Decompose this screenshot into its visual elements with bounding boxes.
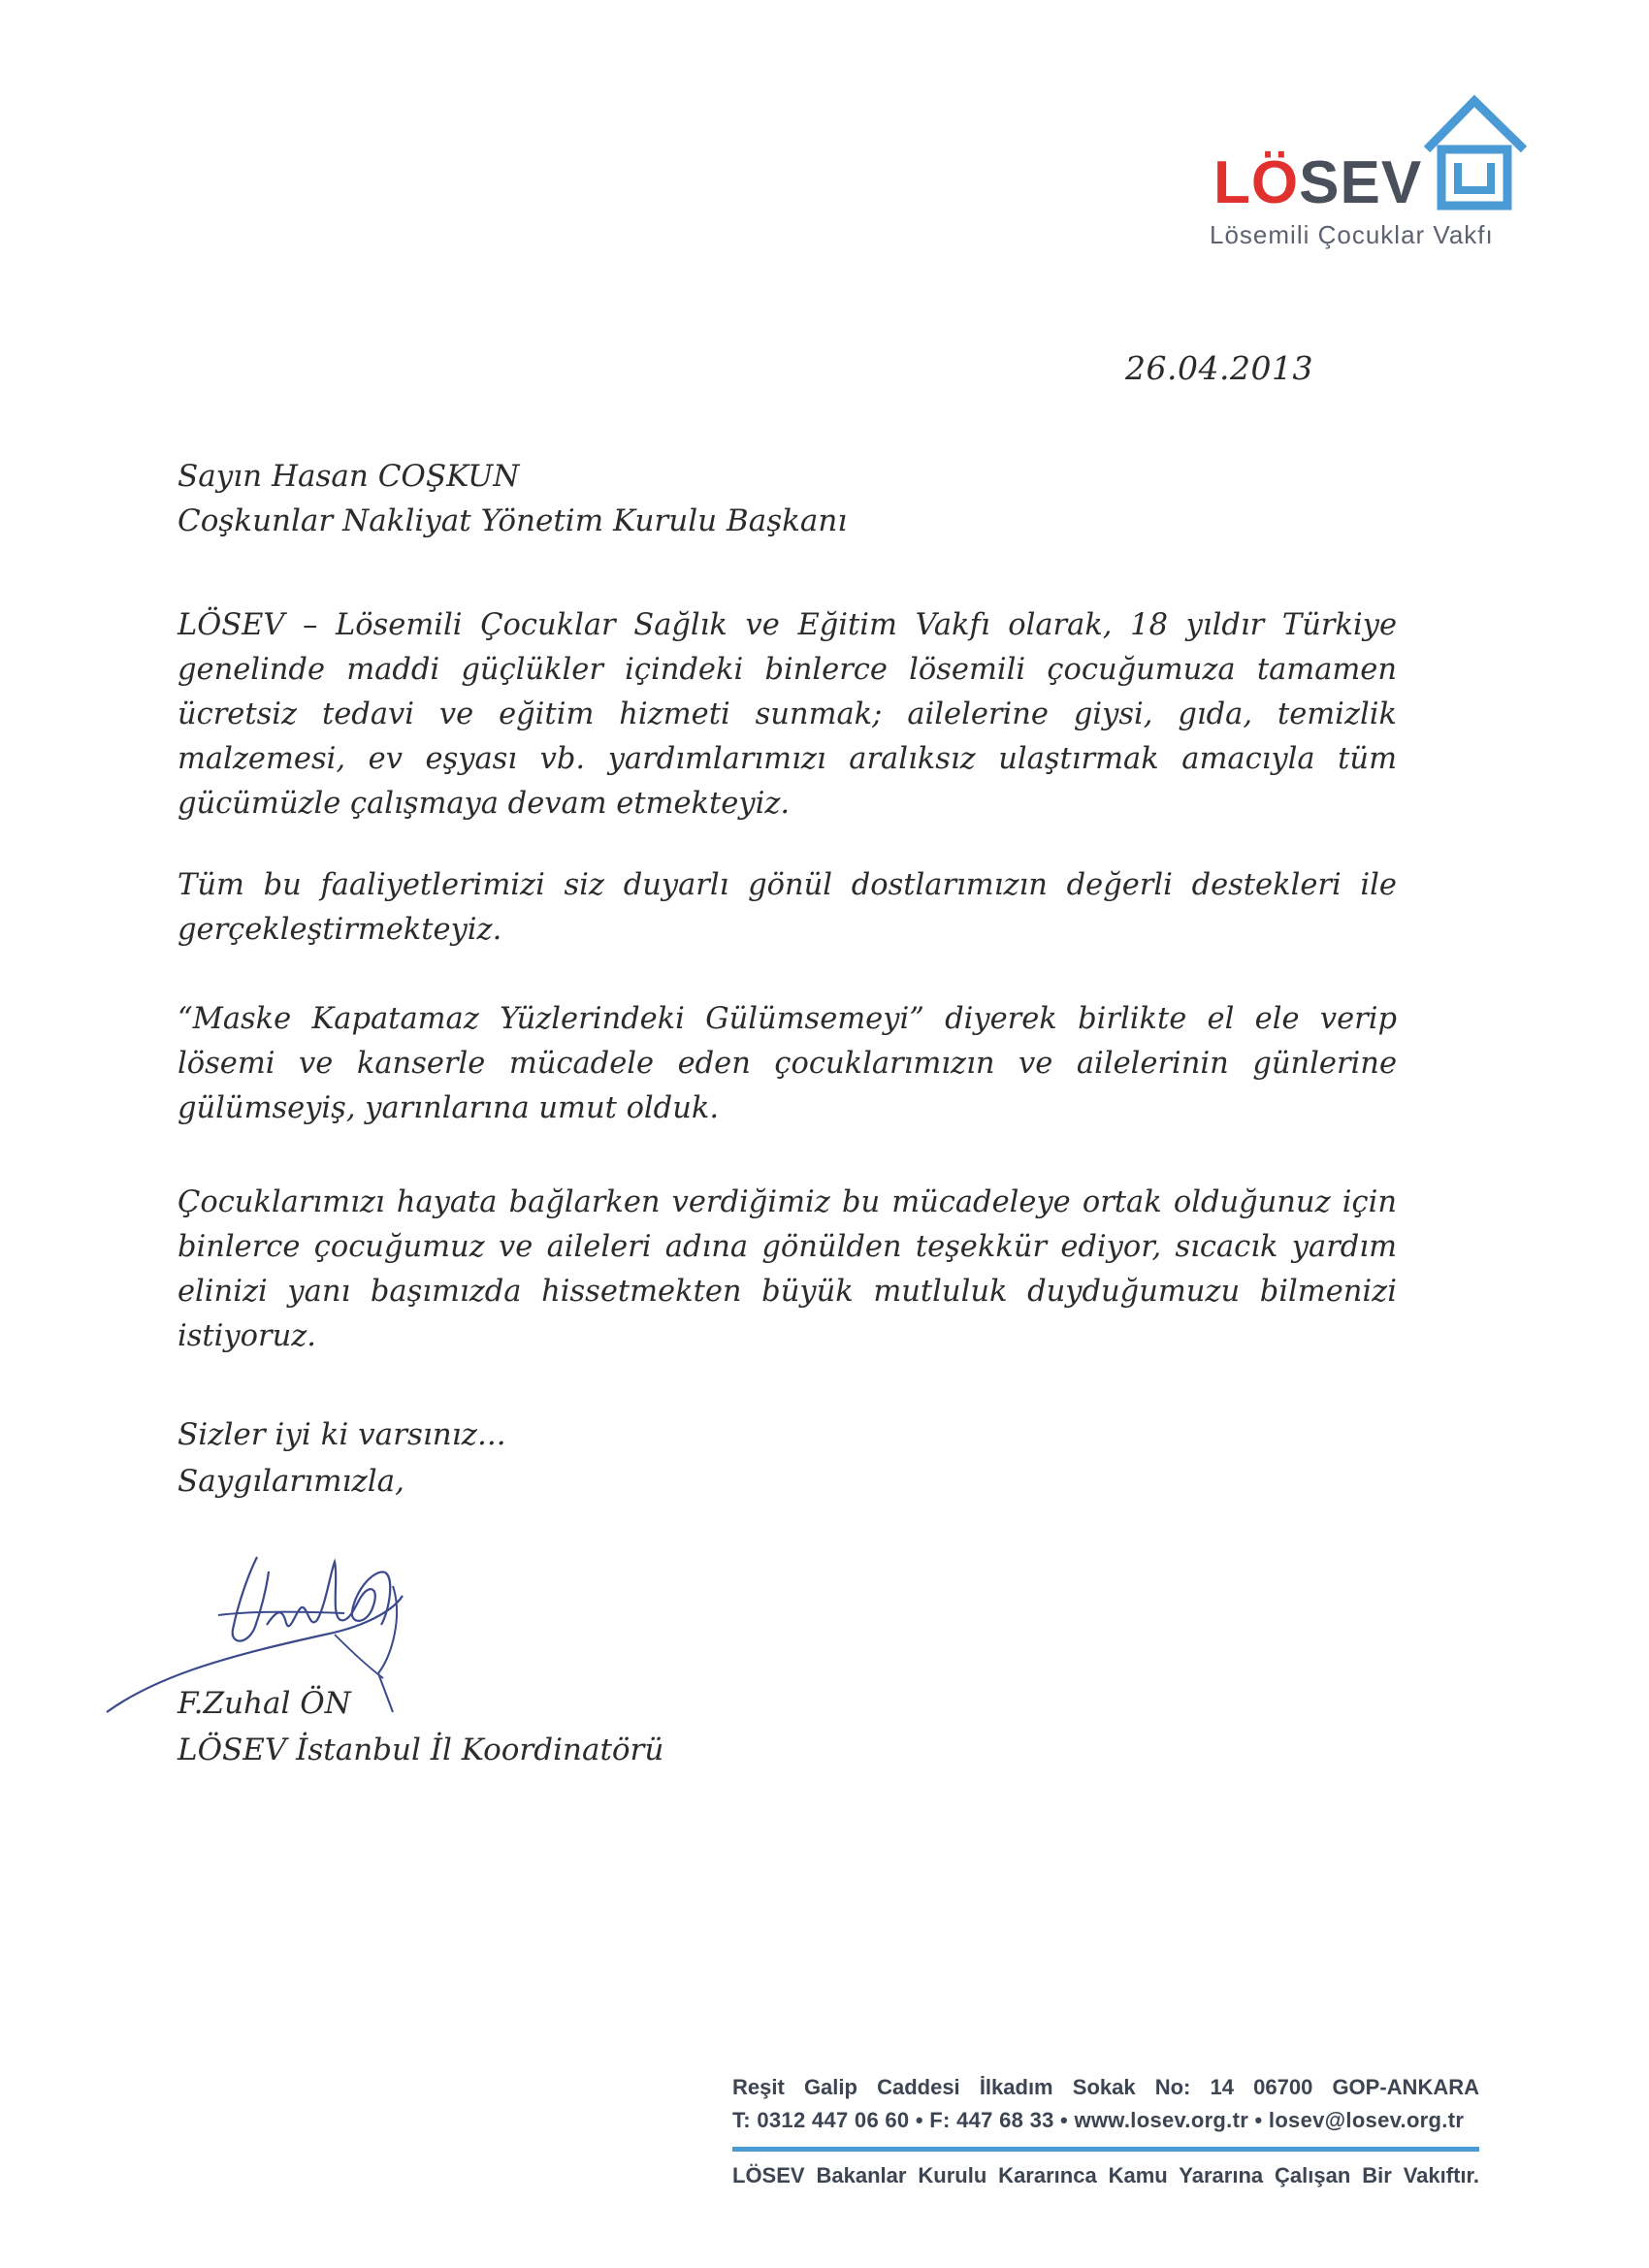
- signer-title: LÖSEV İstanbul İl Koordinatörü: [178, 1733, 664, 1767]
- closing-block: [178, 1411, 506, 1505]
- letter-date: 26.04.2013: [1125, 349, 1313, 387]
- losev-logo: [1208, 93, 1528, 258]
- footer-address: Reşit Galip Caddesi İlkadım Sokak No: 14 06700 GOP-ANKARA: [732, 2075, 1479, 2099]
- closing-line-1: Sizler iyi ki varsınız...: [178, 1417, 506, 1452]
- signer-name: F.Zuhal ÖN: [178, 1686, 351, 1721]
- body-paragraph-2: Tüm bu faaliyetlerimizi siz duyarlı gönül dostlarımızın değerli destekleri ile gerçekleştirmekteyiz.: [178, 868, 1397, 947]
- house-icon: [1419, 93, 1531, 215]
- recipient-block: [178, 454, 847, 543]
- recipient-title: Coşkunlar Nakliyat Yönetim Kurulu Başkanı: [178, 503, 848, 538]
- body-paragraph-3: “Maske Kapatamaz Yüzlerindeki Gülümsemeyi” diyerek birlikte el ele verip lösemi ve kanserle mücadele eden çocuklarımızın ve ailelerinin günlerine gülümseyiş, yarınlarına umut olduk.: [178, 1002, 1397, 1125]
- body-paragraph-4: Çocuklarımızı hayata bağlarken verdiğimiz bu mücadeleye ortak olduğunuz için binlerce çocuğumuz ve aileleri adına gönülden teşekkür ediyor, sıcacık yardım elinizi yanı başımızda hissetmekten büyük mutluluk duyduğumuzu bilmenizi istiyoruz.: [178, 1185, 1397, 1353]
- body-paragraph-1: LÖSEV – Lösemili Çocuklar Sağlık ve Eğitim Vakfı olarak, 18 yıldır Türkiye genelinde maddi güçlükler içindeki binlerce lösemili çocuğumuza tamamen ücretsiz tedavi ve eğitim hizmeti sunmak; ailelerine giysi, gıda, temizlik malzemesi, ev eşyası vb. yardımlarımızı aralıksız ulaştırmak amacıyla tüm gücümüzle çalışmaya devam etmekteyiz.: [178, 608, 1397, 821]
- footer: [732, 2071, 1479, 2192]
- footer-contact: T: 0312 447 06 60 • F: 447 68 33 • www.losev.org.tr • losev@losev.org.tr: [732, 2108, 1465, 2132]
- footer-divider: [732, 2147, 1479, 2152]
- logo-wordmark: LÖSEV: [1213, 149, 1423, 216]
- signer-block: [178, 1680, 663, 1773]
- footer-note: LÖSEV Bakanlar Kurulu Kararınca Kamu Yararına Çalışan Bir Vakıftır.: [732, 2163, 1479, 2187]
- closing-line-2: Saygılarımızla,: [178, 1464, 405, 1499]
- logo-tagline: Lösemili Çocuklar Vakfı: [1210, 220, 1494, 249]
- recipient-name: Sayın Hasan COŞKUN: [178, 459, 520, 494]
